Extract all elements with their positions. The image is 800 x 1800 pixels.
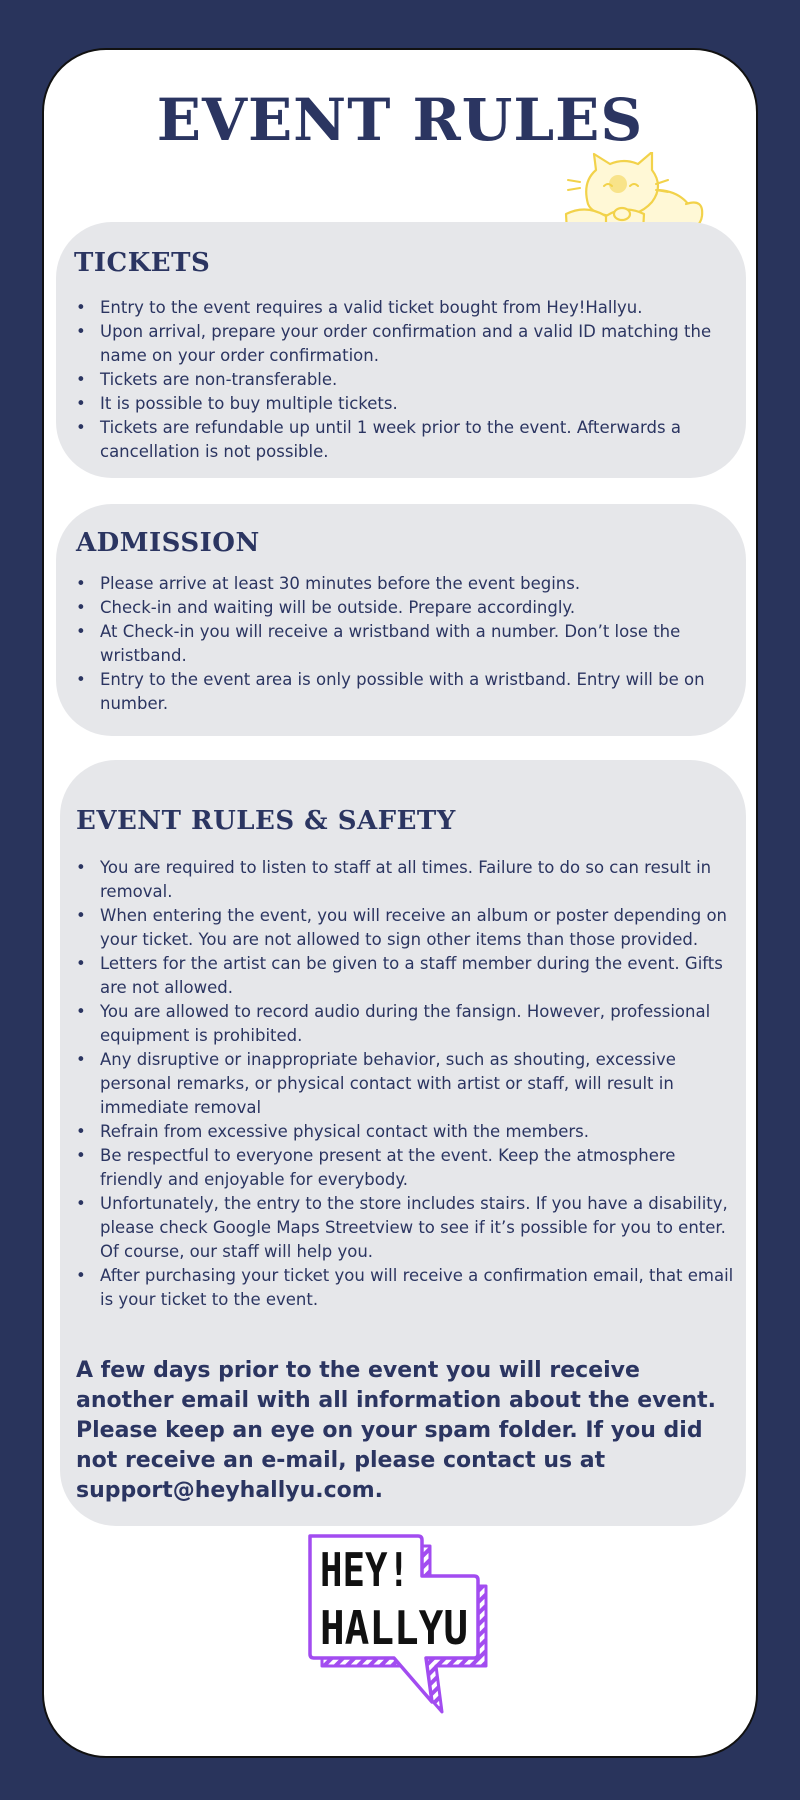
list-item: • Any disruptive or inappropriate behavior, such as shouting, excessive personal remarks, or physical contact with artist or staff, will result in immediate removal xyxy=(74,1048,734,1120)
logo-line-1: HEY! xyxy=(320,1543,410,1597)
list-item: • Upon arrival, prepare your order confirmation and a valid ID matching the name on your order confirmation. xyxy=(74,320,726,368)
list-item: • Tickets are non-transferable. xyxy=(74,368,726,392)
safety-list xyxy=(74,856,734,1312)
list-item: • Check-in and waiting will be outside. Prepare accordingly. xyxy=(74,596,728,620)
list-item: • Be respectful to everyone present at the event. Keep the atmosphere friendly and enjoyable for everybody. xyxy=(74,1144,734,1192)
safety-heading: EVENT RULES & SAFETY xyxy=(76,806,456,836)
admission-list xyxy=(74,572,728,716)
list-item: • Unfortunately, the entry to the store includes stairs. If you have a disability, please check Google Maps Streetview to see if it’s possible for you to enter. Of course, our staff will help you. xyxy=(74,1192,734,1264)
list-item: • After purchasing your ticket you will receive a confirmation email, that email is your ticket to the event. xyxy=(74,1264,734,1312)
admission-heading: ADMISSION xyxy=(76,528,260,558)
list-item: • Tickets are refundable up until 1 week prior to the event. Afterwards a cancellation is not possible. xyxy=(74,416,726,464)
contact-notice: A few days prior to the event you will receive another email with all information about the event. Please keep an eye on your spam folder. If you did not receive an e-mail, please contact us at support@heyhallyu.com. xyxy=(76,1358,716,1503)
logo-line-2: HALLYU xyxy=(320,1601,468,1655)
list-item: • Letters for the artist can be given to a staff member during the event. Gifts are not allowed. xyxy=(74,952,734,1000)
tickets-heading: TICKETS xyxy=(74,248,211,278)
list-item: • Entry to the event requires a valid ticket bought from Hey!Hallyu. xyxy=(74,296,726,320)
list-item: • When entering the event, you will receive an album or poster depending on your ticket. You are not allowed to sign other items than those provided. xyxy=(74,904,734,952)
list-item: • Entry to the event area is only possible with a wristband. Entry will be on number. xyxy=(74,668,728,716)
list-item: • Please arrive at least 30 minutes before the event begins. xyxy=(74,572,728,596)
page-title: EVENT RULES xyxy=(156,86,644,154)
tickets-section xyxy=(56,222,746,478)
safety-section xyxy=(60,760,746,1526)
tickets-list xyxy=(74,296,726,464)
list-item: • You are allowed to record audio during the fansign. However, professional equipment is prohibited. xyxy=(74,1000,734,1048)
admission-section xyxy=(56,504,746,736)
list-item: • It is possible to buy multiple tickets. xyxy=(74,392,726,416)
list-item: • At Check-in you will receive a wristband with a number. Don’t lose the wristband. xyxy=(74,620,728,668)
speech-bubble-logo xyxy=(306,1534,496,1720)
list-item: • Refrain from excessive physical contact with the members. xyxy=(74,1120,734,1144)
list-item: • You are required to listen to staff at all times. Failure to do so can result in removal. xyxy=(74,856,734,904)
